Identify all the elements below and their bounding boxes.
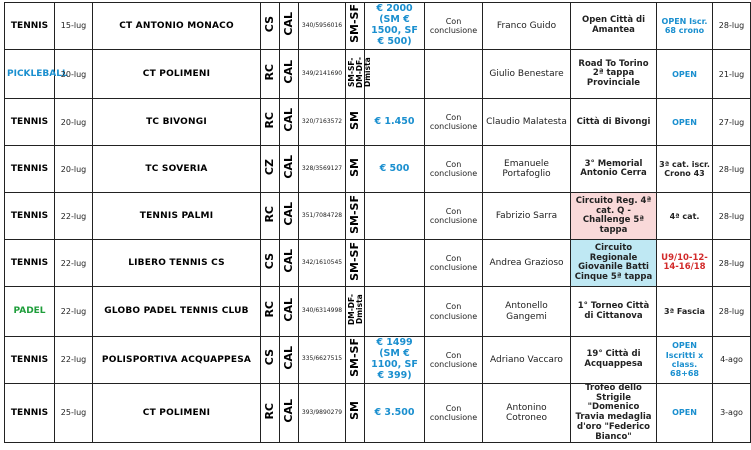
phone-cell: 335/6627515	[299, 336, 346, 383]
category-label: SM-SF-DM-DF-Dmista	[347, 56, 372, 88]
end-date-cell: 28-lug	[713, 240, 751, 287]
category-label: SM	[347, 157, 361, 177]
type-cell	[425, 50, 483, 99]
province-label: RC	[262, 402, 276, 420]
info-cell: U9/10-12-14-16/18	[657, 240, 713, 287]
category-cell	[346, 193, 365, 240]
info-cell: OPEN	[657, 383, 713, 443]
club-cell: GLOBO PADEL TENNIS CLUB	[93, 287, 261, 336]
phone-cell: 393/9890279	[299, 383, 346, 443]
info-cell: OPEN	[657, 99, 713, 146]
province-label: CS	[262, 15, 276, 32]
category-label: SM-SF	[347, 4, 361, 44]
info-cell: OPEN Iscr. 68 crono	[657, 3, 713, 50]
start-date-cell: 22-lug	[55, 193, 93, 240]
tournament-name-cell: Road To Torino 2ª tappa Provinciale	[571, 50, 657, 99]
table-row	[5, 336, 751, 383]
type-cell: Con conclusione	[425, 3, 483, 50]
phone-cell: 349/2141690	[299, 50, 346, 99]
sport-cell: TENNIS	[5, 3, 55, 50]
type-cell: Con conclusione	[425, 146, 483, 193]
end-date-cell: 28-lug	[713, 193, 751, 240]
sport-cell: TENNIS	[5, 240, 55, 287]
region-label: CAL	[281, 399, 295, 423]
start-date-cell: 15-lug	[55, 3, 93, 50]
category-cell	[346, 287, 365, 336]
referee-cell: Antonello Gangemi	[483, 287, 571, 336]
sport-cell: TENNIS	[5, 193, 55, 240]
sport-cell: TENNIS	[5, 336, 55, 383]
region-label: CAL	[281, 12, 295, 36]
province-cell	[261, 193, 280, 240]
prize-cell	[365, 287, 425, 336]
province-label: RC	[262, 301, 276, 318]
sport-cell: TENNIS	[5, 383, 55, 443]
category-label: SM-SF	[347, 338, 361, 378]
region-cell	[280, 50, 299, 99]
type-cell: Con conclusione	[425, 336, 483, 383]
table-row	[5, 146, 751, 193]
tournament-name-cell: Città di Bivongi	[571, 99, 657, 146]
region-label: CAL	[281, 202, 295, 226]
category-cell	[346, 383, 365, 443]
category-cell	[346, 3, 365, 50]
prize-cell: € 1499 (SM € 1100, SF € 399)	[365, 336, 425, 383]
table-row	[5, 3, 751, 50]
region-cell	[280, 336, 299, 383]
info-cell: 3ª Fascia	[657, 287, 713, 336]
province-cell	[261, 99, 280, 146]
tournament-name-cell: Circuito Regionale Giovanile Batti Cinque 5ª tappa	[571, 240, 657, 287]
type-cell: Con conclusione	[425, 193, 483, 240]
club-cell: TC SOVERIA	[93, 146, 261, 193]
prize-cell: € 1.450	[365, 99, 425, 146]
table-row	[5, 240, 751, 287]
referee-cell: Andrea Grazioso	[483, 240, 571, 287]
start-date-cell: 22-lug	[55, 287, 93, 336]
region-cell	[280, 383, 299, 443]
tournament-name-cell: 1° Torneo Città di Cittanova	[571, 287, 657, 336]
province-cell	[261, 50, 280, 99]
region-label: CAL	[281, 297, 295, 322]
phone-cell: 328/3569127	[299, 146, 346, 193]
category-cell	[346, 146, 365, 193]
referee-cell: Adriano Vaccaro	[483, 336, 571, 383]
category-cell	[346, 336, 365, 383]
info-cell: 3ª cat. iscr. Crono 43	[657, 146, 713, 193]
table-row	[5, 50, 751, 99]
referee-cell: Giulio Benestare	[483, 50, 571, 99]
referee-cell: Antonino Cotroneo	[483, 383, 571, 443]
club-cell: POLISPORTIVA ACQUAPPESA	[93, 336, 261, 383]
start-date-cell: 25-lug	[55, 383, 93, 443]
club-cell: CT ANTONIO MONACO	[93, 3, 261, 50]
region-label: CAL	[281, 108, 295, 132]
referee-cell: Fabrizio Sarra	[483, 193, 571, 240]
tournament-table	[4, 2, 751, 443]
info-cell: OPEN	[657, 50, 713, 99]
phone-cell: 342/1610545	[299, 240, 346, 287]
phone-cell: 320/7163572	[299, 99, 346, 146]
sport-cell: TENNIS	[5, 99, 55, 146]
category-label: SM	[347, 110, 361, 130]
region-label: CAL	[281, 155, 295, 179]
prize-cell	[365, 50, 425, 99]
table-row	[5, 193, 751, 240]
province-label: CS	[262, 349, 276, 366]
type-cell: Con conclusione	[425, 287, 483, 336]
tournament-name-cell: Circuito Reg. 4ª cat. Q - Challenge 5ª tappa	[571, 193, 657, 240]
tournament-name-cell: 3° Memorial Antonio Cerra	[571, 146, 657, 193]
prize-cell: € 500	[365, 146, 425, 193]
region-cell	[280, 99, 299, 146]
province-cell	[261, 240, 280, 287]
tournament-name-cell: Open Città di Amantea	[571, 3, 657, 50]
sport-cell: PADEL	[5, 287, 55, 336]
tournament-name-cell: Trofeo dello Strigile "Domenico Travia medaglia d'oro "Federico Bianco"	[571, 383, 657, 443]
region-label: CAL	[281, 249, 295, 273]
start-date-cell: 20-lug	[55, 50, 93, 99]
prize-cell: € 3.500	[365, 383, 425, 443]
region-cell	[280, 193, 299, 240]
end-date-cell: 4-ago	[713, 336, 751, 383]
type-cell: Con conclusione	[425, 240, 483, 287]
category-cell	[346, 240, 365, 287]
referee-cell: Emanuele Portafoglio	[483, 146, 571, 193]
start-date-cell: 22-lug	[55, 336, 93, 383]
start-date-cell: 20-lug	[55, 146, 93, 193]
type-cell: Con conclusione	[425, 99, 483, 146]
info-cell: 4ª cat.	[657, 193, 713, 240]
phone-cell: 340/5956016	[299, 3, 346, 50]
club-cell: TENNIS PALMI	[93, 193, 261, 240]
region-cell	[280, 287, 299, 336]
category-cell	[346, 50, 372, 99]
end-date-cell: 28-lug	[713, 146, 751, 193]
sport-cell: TENNIS	[5, 146, 55, 193]
province-label: RC	[262, 111, 276, 129]
province-cell	[261, 336, 280, 383]
province-cell	[261, 383, 280, 443]
table-row	[5, 287, 751, 336]
province-label: RC	[262, 205, 276, 223]
category-label: SM	[347, 401, 361, 421]
end-date-cell: 3-ago	[713, 383, 751, 443]
table-row	[5, 383, 751, 443]
province-label: CS	[262, 253, 276, 270]
category-label: SM-SF	[347, 194, 361, 234]
referee-cell: Claudio Malatesta	[483, 99, 571, 146]
end-date-cell: 27-lug	[713, 99, 751, 146]
prize-cell	[365, 193, 425, 240]
prize-cell: € 2000 (SM € 1500, SF € 500)	[365, 3, 425, 50]
start-date-cell: 20-lug	[55, 99, 93, 146]
prize-cell	[365, 240, 425, 287]
sport-cell: PICKLEBALL	[5, 50, 55, 99]
province-label: CZ	[262, 159, 276, 176]
region-label: CAL	[281, 345, 295, 370]
region-label: CAL	[281, 60, 295, 84]
table-row	[5, 99, 751, 146]
region-cell	[280, 146, 299, 193]
end-date-cell: 28-lug	[713, 287, 751, 336]
referee-cell: Franco Guido	[483, 3, 571, 50]
region-cell	[280, 240, 299, 287]
end-date-cell: 21-lug	[713, 50, 751, 99]
info-cell: OPEN Iscritti x class. 68+68	[657, 336, 713, 383]
region-cell	[280, 3, 299, 50]
tournament-name-cell: 19° Città di Acquappesa	[571, 336, 657, 383]
start-date-cell: 22-lug	[55, 240, 93, 287]
province-cell	[261, 287, 280, 336]
type-cell: Con conclusione	[425, 383, 483, 443]
phone-cell: 340/6314998	[299, 287, 346, 336]
category-cell	[346, 99, 365, 146]
end-date-cell: 28-lug	[713, 3, 751, 50]
club-cell: CT POLIMENI	[93, 383, 261, 443]
category-label: SM-SF	[347, 241, 361, 281]
club-cell: TC BIVONGI	[93, 99, 261, 146]
club-cell: CT POLIMENI	[93, 50, 261, 99]
province-label: RC	[262, 63, 276, 81]
phone-cell: 351/7084728	[299, 193, 346, 240]
club-cell: LIBERO TENNIS CS	[93, 240, 261, 287]
province-cell	[261, 146, 280, 193]
province-cell	[261, 3, 280, 50]
tournament-schedule-sheet	[4, 2, 745, 446]
category-label: DM-DF-Dmista	[347, 293, 364, 325]
